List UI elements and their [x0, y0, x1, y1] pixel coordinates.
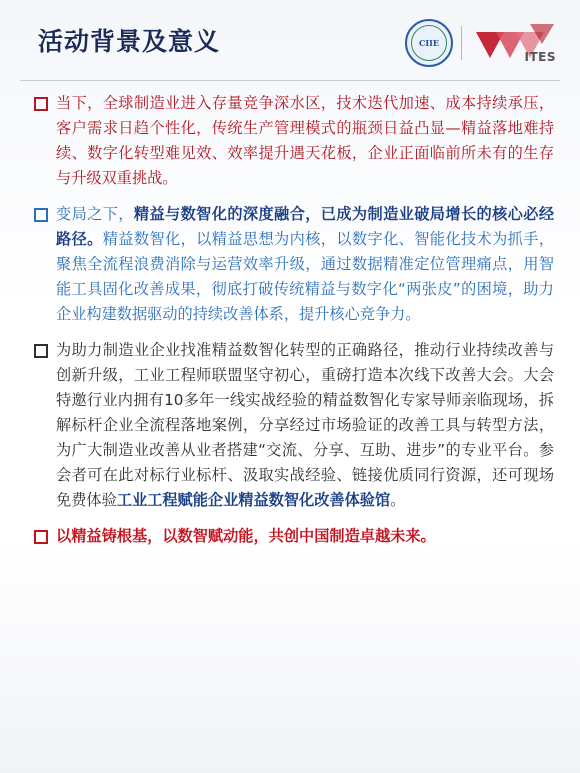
paragraph-text-post: 。: [390, 491, 406, 509]
ites-logo: [470, 18, 560, 68]
paragraph-text: 当下，全球制造业进入存量竞争深水区，技术迭代加速、成本持续承压，客户需求日趋个性化，传统生产管理模式的瓶颈日益凸显—精益落地难持续、数字化转型难见效、效率提升遇天花板，企业正面临前所未有的生存与升级双重挑战。: [56, 94, 554, 187]
logo-group: [405, 18, 560, 68]
paragraph-text-pre: 变局之下，: [56, 205, 134, 223]
hollow-square-bullet-icon: [34, 344, 48, 358]
hollow-square-bullet-icon: [34, 97, 48, 111]
paragraph-conference: [34, 338, 554, 513]
paragraph-emphasis: 精益与数智化的深度融合，已成为制造业破局增长的核心必经路径。: [56, 205, 555, 248]
paragraph-slogan: [34, 524, 554, 549]
paragraph-text-post: 精益数智化，以精益思想为内核，以数字化、智能化技术为抓手，聚焦全流程浪费消除与运营效率升级，通过数据精准定位管理痛点，用智能工具固化改善成果，彻底打破传统精益与数字化“两张皮”的困境，助力企业构建数据驱动的持续改善体系，提升核心竞争力。: [56, 230, 555, 323]
header-divider: [20, 80, 560, 81]
header: [0, 0, 580, 80]
paragraph-text-pre: 为助力制造业企业找准精益数智化转型的正确路径，推动行业持续改善与创新升级，工业工程师联盟坚守初心，重磅打造本次线下改善大会。大会特邀行业内拥有10多年一线实战经验的精益数智化专家导师亲临现场，拆解标杆企业全流程落地案例，分享经过市场验证的改善工具与转型方法，为广大制造业改善从业者搭建“交流、分享、互助、进步”的专业平台。参会者可在此对标行业标杆、汲取实战经验、链接优质同行资源，还可现场免费体验: [56, 341, 554, 509]
paragraph-lean-digital: [34, 202, 554, 327]
page-title: 活动背景及意义: [38, 27, 221, 56]
ciie-logo-text: CIIE: [411, 25, 447, 61]
paragraph-emphasis: 工业工程赋能企业精益数智化改善体验馆: [116, 491, 391, 509]
paragraph-challenge: [34, 91, 554, 191]
ciie-emblem-icon: [405, 19, 453, 67]
hollow-square-bullet-icon: [34, 530, 48, 544]
ites-logo-text: ITES: [524, 50, 556, 64]
logo-divider: [461, 26, 462, 60]
content-body: [34, 91, 554, 560]
hollow-square-bullet-icon: [34, 208, 48, 222]
slogan-text: 以精益铸根基，以数智赋动能，共创中国制造卓越未来。: [56, 527, 436, 545]
